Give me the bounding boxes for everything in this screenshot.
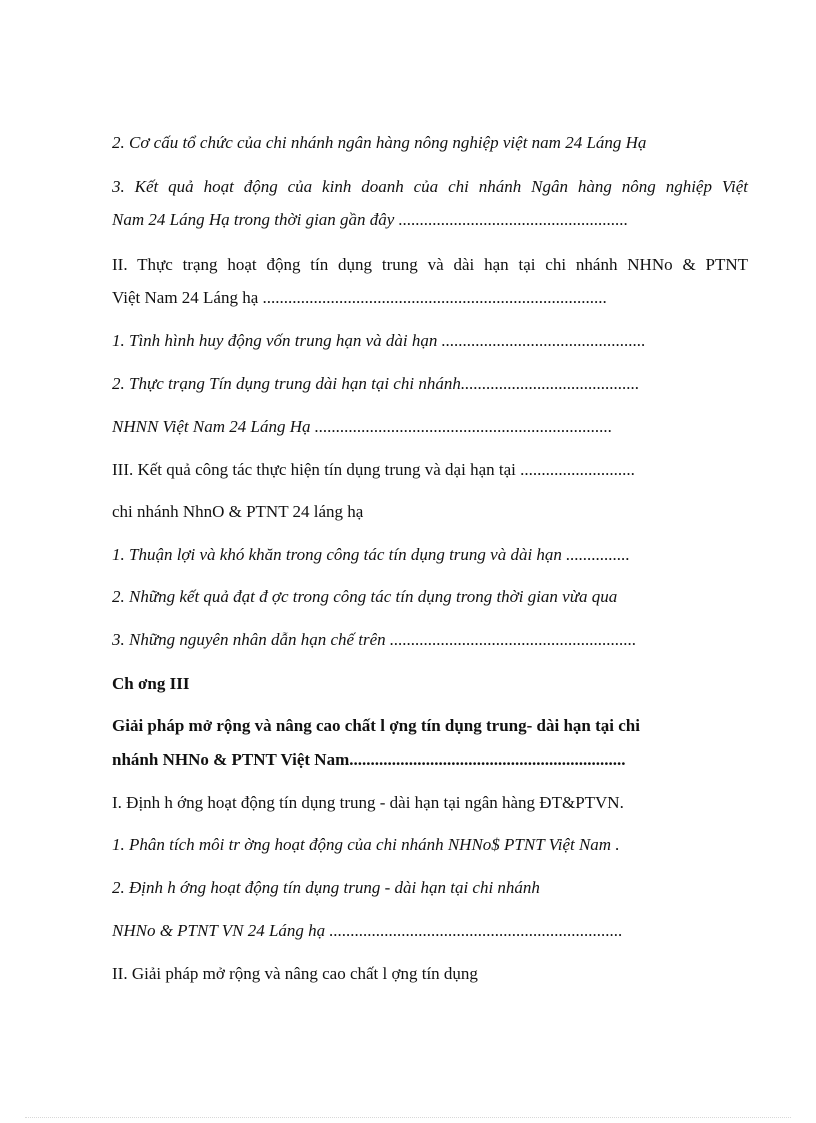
toc-chapter-iii-title-cont: nhánh NHNo & PTNT Việt Nam................................................................. [112,750,626,769]
toc-line-credit-status-cont: NHNN Việt Nam 24 Láng Hạ ...................................................................... [112,417,613,436]
toc-chapter-iii-title: Giải pháp mở rộng và nâng cao chất l ợng tín dụng trung- dài hạn tại chi [112,716,640,735]
toc-section-ii-solutions: II. Giải pháp mở rộng và nâng cao chất l ợng tín dụng [112,964,478,983]
toc-line-business-results: 3. Kết quả hoạt động của kinh doanh của chi nhánh Ngân hàng nông nghiệp Việt [112,177,748,196]
toc-section-i: I. Định h ớng hoạt động tín dụng trung - dài hạn tại ngân hàng ĐT&PTVN. [112,793,624,812]
page-bottom-divider [25,1117,791,1118]
toc-section-iii-cont: chi nhánh NhnO & PTNT 24 láng hạ [112,502,364,521]
toc-line-orientation: 2. Định h ớng hoạt động tín dụng trung - dài hạn tại chi nhánh [112,878,540,897]
toc-line-org-structure: 2. Cơ cấu tổ chức của chi nhánh ngân hàng nông nghiệp việt nam 24 Láng Hạ [112,133,647,152]
toc-line-business-results-cont: Nam 24 Láng Hạ trong thời gian gần đây ...................................................... [112,210,629,229]
toc-section-iii: III. Kết quả công tác thực hiện tín dụng trung và dại hạn tại ........................... [112,460,635,479]
toc-section-ii-cont: Việt Nam 24 Láng hạ ................................................................................. [112,288,607,307]
toc-section-ii: II. Thực trạng hoạt động tín dụng trung và dài hạn tại chi nhánh NHNo & PTNT [112,255,748,274]
toc-line-advantages: 1. Thuận lợi và khó khăn trong công tác tín dụng trung và dài hạn ............... [112,545,630,564]
toc-chapter-iii: Ch ơng III [112,674,190,693]
toc-line-achievements: 2. Những kết quả đạt đ ợc trong công tác tín dụng trong thời gian vừa qua [112,587,618,606]
toc-line-capital-mobilization: 1. Tình hình huy động vốn trung hạn và dài hạn ................................................ [112,331,646,350]
toc-line-orientation-cont: NHNo & PTNT VN 24 Láng hạ ..................................................................... [112,921,623,940]
toc-line-credit-status: 2. Thực trạng Tín dụng trung dài hạn tại chi nhánh.......................................... [112,374,640,393]
toc-line-environment-analysis: 1. Phân tích môi tr ờng hoạt động của chi nhánh NHNo$ PTNT Việt Nam . [112,835,620,854]
toc-line-causes: 3. Những nguyên nhân dẫn hạn chế trên .......................................................... [112,630,637,649]
